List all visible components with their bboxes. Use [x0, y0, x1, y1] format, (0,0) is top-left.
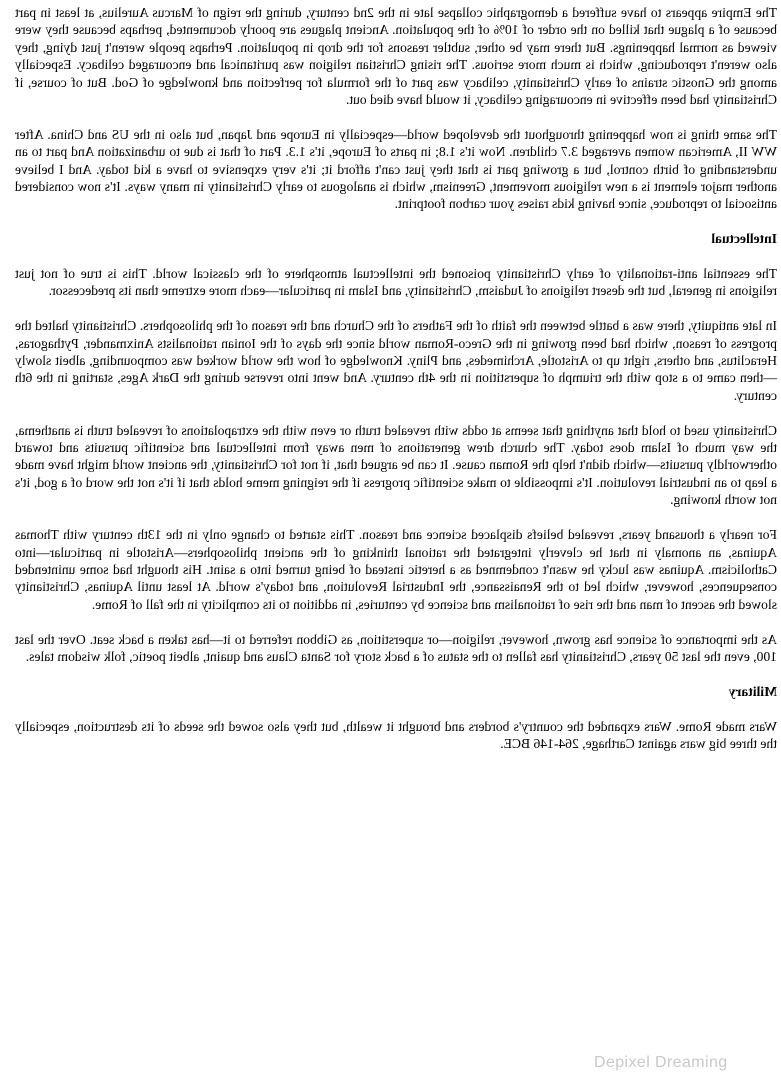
paragraph-developed-world: The same thing is now happening throughout the developed world—especially in Europe and Japan, but also in the US and China. After WW II, American women averaged 3.7 children. Now it's 1.8; in parts of Europe, it's 1.3. Part of that is due to urbanization And part to an understanding of birth control, but a growing part is that they just can't afford it; it's very expensive to have a kid today. And I believe another major element is a new religious movement, Greenism, which is analogous to early Christianity in many ways. It's now considered antisocial to reproduce, since having kids raises your carbon footprint.	[15, 126, 777, 212]
heading-intellectual: Intellectual	[711, 231, 777, 247]
paragraph-demographic-collapse: The Empire appears to have suffered a demographic collapse late in the 2nd century, during the reign of Marcus Aurelius, at least in part because of a plague that killed on the order of 10% of the population. Ancient plagues are poorly documented, perhaps because they were viewed as normal happenings. But there may be other, subtler reasons for the drop in population. Perhaps people weren't just dying, they also weren't reproducing, which is much more serious. The rising Christian religion was puritanical and encouraged celibacy. Especially among the Gnostic strains of early Christianity, celibacy was part of the formula for perfection and knowledge of God. But of course, if Christianity had been effective in encouraging celibacy, it would have died out.	[15, 5, 777, 108]
paragraph-wars-made-rome: Wars made Rome. Wars expanded the country's borders and brought it wealth, but they also sowed the seeds of its destruction, especially the three big wars against Carthage, 264-146 BCE.	[15, 718, 777, 751]
watermark-text: Depixel Dreaming	[594, 1054, 728, 1071]
document-body	[15, 4, 777, 770]
paragraph-anti-rationality: The essential anti-rationality of early Christianity poisoned the intellectual atmosphere of the classical world. This is true of not just religions in general, but the desert religions of Judaism, Christianity, and Islam in particular—each more extreme than its predecessor.	[15, 266, 777, 299]
heading-military: Military	[728, 683, 777, 699]
paragraph-revealed-truth: Christianity used to hold that anything that seems at odds with revealed truth or even with the extrapolations of revealed truth is anathema, the way much of Islam does today. The church drew generations of men away from intellectual and scientific pursuits and toward otherworldly pursuits—which didn't help the Roman cause. It can be argued that, if not for Christianity, the ancient world might have made a leap to an industrial revolution. It's impossible to make scientific progress if the reigning meme holds that if it's not the word of a god, it's not worth knowing.	[15, 422, 777, 508]
paragraph-late-antiquity: In late antiquity, there was a battle between the faith of the Fathers of the Church and the reason of the philosophers. Christianity halted the progress of reason, which had been growing in the Greco-Roman world since the days of the Ionian rationalists Anixmander, Pythagoras, Heraclitus, and others, right up to Aristotle, Archimedes, and Pliny. Knowledge of how the world worked was compounding, albeit slowly—then came to a stop with the triumph of superstition in the 4th century. And went into reverse during the Dark Ages, starting in the 6th century.	[15, 318, 777, 403]
paragraph-aquinas: For nearly a thousand years, revealed beliefs displaced science and reason. This started to change only in the 13th century with Thomas Aquinas, an anomaly in that he cleverly integrated the rational thinking of the ancient philosophers—Aristotle in particular—into Catholicism. Aquinas was lucky he wasn't condemned as a heretic instead of being turned into a saint. His thought had some unintended consequences, however, which led to the Renaissance, the Industrial Revolution, and today's world. At least until Aquinas, Christianity slowed the ascent of man and the rise of rationalism and science by centuries, in addition to its complicity in the fall of Rome.	[15, 527, 777, 612]
paragraph-importance-of-science: As the importance of science has grown, however, religion—or superstition, as Gibbon referred to it—has taken a back seat. Over the last 100, even the last 50 years, Christianity has fallen to the status of a back story for Santa Claus and quaint, albeit poetic, folk wisdom tales.	[15, 631, 777, 664]
